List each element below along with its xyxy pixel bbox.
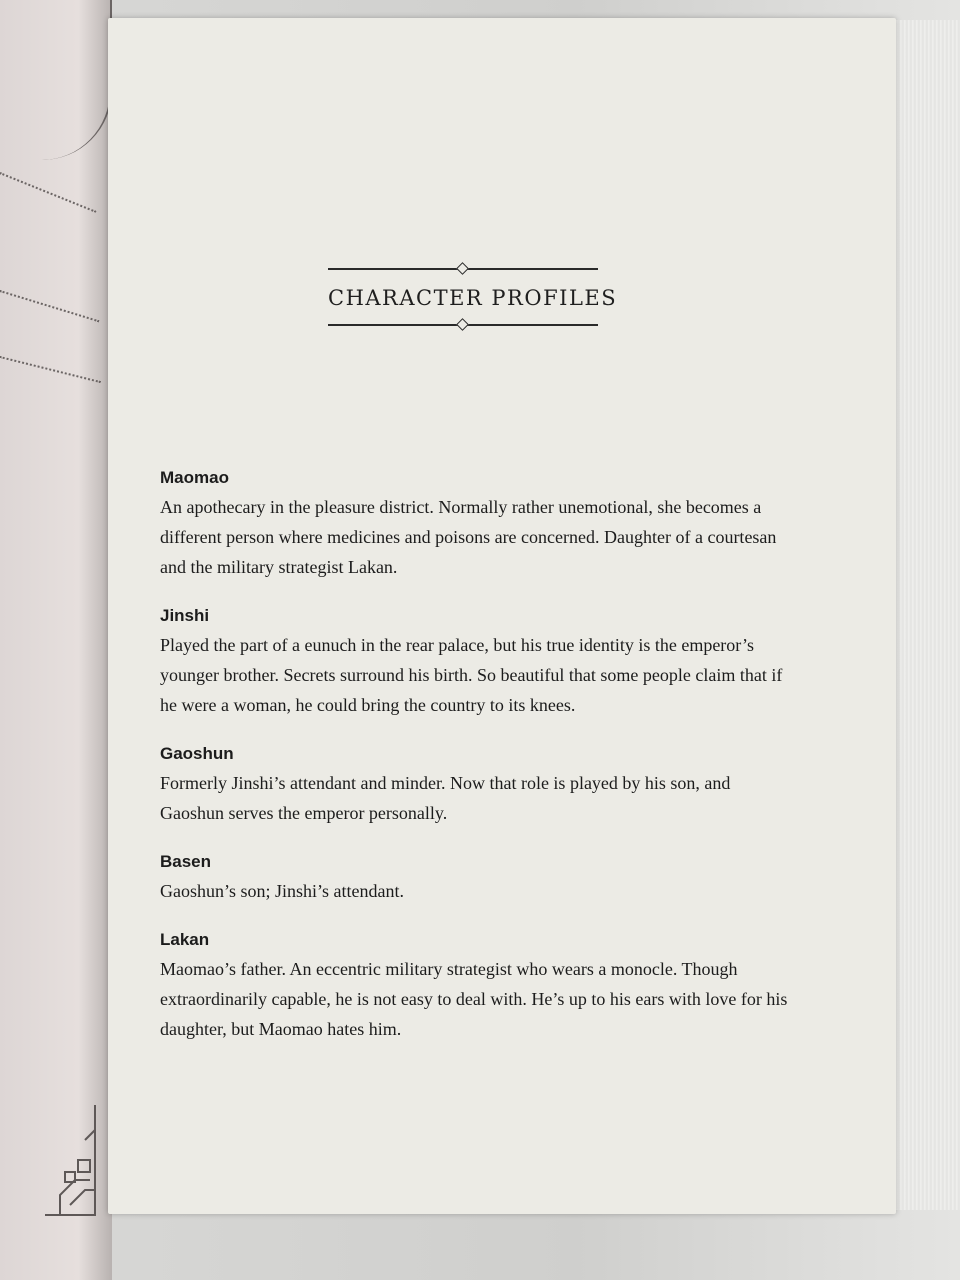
page-title: CHARACTER PROFILES (328, 286, 618, 310)
book-page (108, 18, 896, 1214)
profile-name: Maomao (160, 468, 229, 487)
dotted-guide-line (0, 356, 101, 383)
profile-entry (160, 852, 790, 906)
dotted-guide-line (0, 290, 99, 322)
profile-entry (160, 744, 790, 828)
page-stack-edge (893, 20, 960, 1210)
profile-description: An apothecary in the pleasure district. Normally rather unemotional, she becomes a different person where medicines and poisons are concerned. Daughter of a courtesan and the military strategist Lakan. (160, 497, 777, 577)
chapter-heading (328, 268, 618, 326)
profile-description: Formerly Jinshi’s attendant and minder. Now that role is played by his son, and Gaoshun serves the emperor personally. (160, 773, 731, 823)
profile-name: Lakan (160, 930, 210, 949)
profile-entry (160, 930, 790, 1044)
corner-ornament-icon (40, 1100, 100, 1220)
bottom-rule (328, 324, 598, 326)
profile-entry (160, 606, 790, 720)
profile-description: Maomao’s father. An eccentric military strategist who wears a monocle. Though extraordinarily capable, he is not easy to deal with. He’s up to his ears with love for his daughter, but Maomao hates him. (160, 959, 788, 1039)
spine-curve (40, 0, 112, 160)
profile-description: Played the part of a eunuch in the rear palace, but his true identity is the emperor’s younger brother. Secrets surround his birth. So beautiful that some people claim that if he were a woman, he could bring the country to its knees. (160, 635, 783, 715)
profile-name: Basen (160, 852, 212, 871)
profile-list (160, 468, 790, 1068)
top-rule (328, 268, 598, 270)
profile-entry (160, 468, 790, 582)
previous-page (0, 0, 112, 1280)
profile-name: Gaoshun (160, 744, 234, 763)
dotted-guide-line (0, 172, 96, 213)
profile-name: Jinshi (160, 606, 210, 625)
profile-description: Gaoshun’s son; Jinshi’s attendant. (160, 881, 404, 901)
